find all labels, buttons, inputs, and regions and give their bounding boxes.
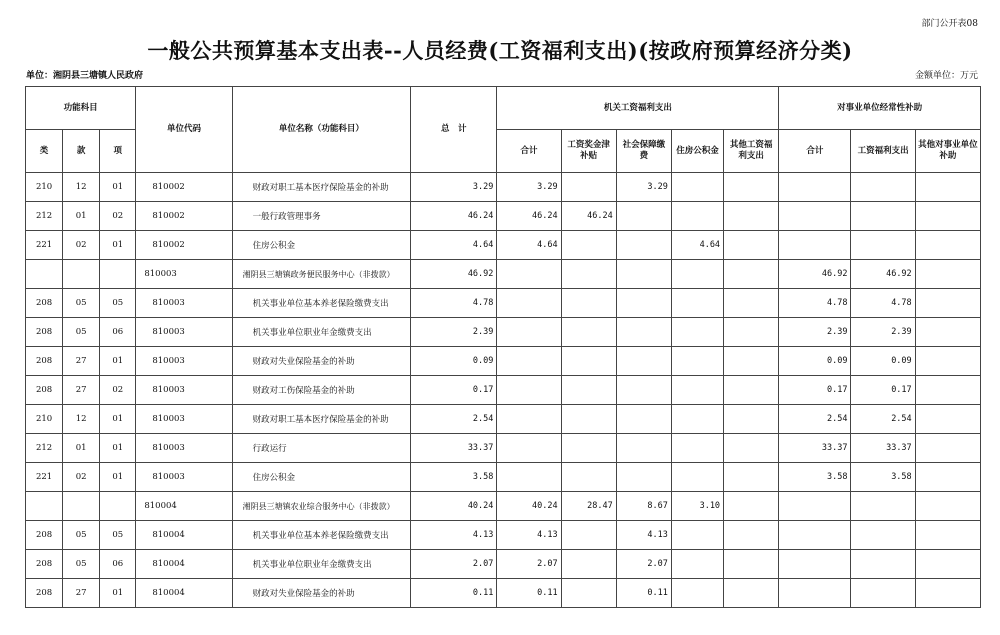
cell-org-social [616, 376, 671, 405]
unit-label: 单位：湘阴县三塘镇人民政府 [26, 71, 144, 81]
cell-sub-other [915, 434, 980, 463]
cell-org-other [724, 173, 779, 202]
header-kuan: 款 [63, 130, 100, 173]
cell-kuan [63, 492, 100, 521]
cell-sub-sum [779, 173, 851, 202]
cell-xiang: 02 [100, 376, 136, 405]
cell-org-sum: 40.24 [497, 492, 561, 521]
cell-total: 4.64 [411, 231, 497, 260]
cell-org-other [724, 260, 779, 289]
cell-kuan: 05 [63, 318, 100, 347]
cell-org-housing [671, 289, 723, 318]
cell-org-sum [497, 376, 561, 405]
cell-org-bonus [561, 434, 616, 463]
cell-xiang: 01 [100, 173, 136, 202]
cell-org-sum [497, 318, 561, 347]
cell-org-housing [671, 173, 723, 202]
cell-org-housing [671, 405, 723, 434]
cell-lei: 212 [26, 202, 63, 231]
cell-org-social [616, 405, 671, 434]
cell-lei: 208 [26, 289, 63, 318]
cell-org-other [724, 492, 779, 521]
cell-kuan: 02 [63, 231, 100, 260]
cell-org-housing [671, 434, 723, 463]
cell-sub-other [915, 492, 980, 521]
cell-org-bonus [561, 521, 616, 550]
cell-unit-name: 财政对工伤保险基金的补助 [232, 376, 411, 405]
header-sub-other: 其他对事业单位补助 [915, 130, 980, 173]
cell-sub-sum: 0.17 [779, 376, 851, 405]
header-org-housing: 住房公积金 [671, 130, 723, 173]
cell-sub-salary: 46.92 [851, 260, 915, 289]
cell-org-sum: 2.07 [497, 550, 561, 579]
cell-org-bonus [561, 289, 616, 318]
cell-org-other [724, 434, 779, 463]
cell-org-bonus [561, 347, 616, 376]
cell-org-other [724, 405, 779, 434]
cell-xiang: 01 [100, 347, 136, 376]
cell-unit-name: 财政对失业保险基金的补助 [232, 579, 411, 608]
cell-org-housing [671, 202, 723, 231]
cell-sub-other [915, 376, 980, 405]
cell-org-social: 8.67 [616, 492, 671, 521]
cell-sub-other [915, 318, 980, 347]
cell-sub-other [915, 202, 980, 231]
cell-org-other [724, 318, 779, 347]
cell-org-social [616, 231, 671, 260]
cell-unit-name: 一般行政管理事务 [232, 202, 411, 231]
cell-unit-code: 810004 [136, 579, 232, 608]
cell-org-other [724, 550, 779, 579]
cell-total: 0.11 [411, 579, 497, 608]
cell-unit-code: 810004 [136, 492, 232, 521]
cell-org-bonus [561, 231, 616, 260]
cell-org-other [724, 231, 779, 260]
cell-total: 46.24 [411, 202, 497, 231]
cell-org-other [724, 579, 779, 608]
header-org-other: 其他工资福利支出 [724, 130, 779, 173]
table-row [26, 463, 981, 492]
cell-org-other [724, 376, 779, 405]
budget-table [25, 86, 981, 608]
cell-unit-name: 财政对失业保险基金的补助 [232, 347, 411, 376]
cell-org-social: 2.07 [616, 550, 671, 579]
cell-kuan: 01 [63, 434, 100, 463]
cell-org-sum [497, 434, 561, 463]
cell-lei: 208 [26, 550, 63, 579]
cell-org-sum: 4.64 [497, 231, 561, 260]
table-row [26, 260, 981, 289]
cell-unit-code: 810003 [136, 260, 232, 289]
cell-unit-name: 湘阴县三塘镇政务便民服务中心（非拨款） [232, 260, 411, 289]
cell-sub-sum [779, 231, 851, 260]
table-row [26, 318, 981, 347]
cell-org-sum [497, 289, 561, 318]
cell-lei: 212 [26, 434, 63, 463]
cell-kuan [63, 260, 100, 289]
cell-org-bonus [561, 579, 616, 608]
page-title: 一般公共预算基本支出表--人员经费(工资福利支出)(按政府预算经济分类) [147, 38, 853, 63]
cell-lei [26, 492, 63, 521]
cell-xiang: 01 [100, 405, 136, 434]
cell-unit-name: 住房公积金 [232, 463, 411, 492]
cell-unit-code: 810002 [136, 231, 232, 260]
page-corner-label: 部门公开表08 [921, 19, 978, 29]
cell-org-sum: 46.24 [497, 202, 561, 231]
amount-unit-label: 金额单位：万元 [914, 71, 978, 81]
cell-xiang: 05 [100, 521, 136, 550]
header-org-bonus: 工资奖金津补贴 [561, 130, 616, 173]
cell-org-other [724, 202, 779, 231]
cell-org-social [616, 463, 671, 492]
cell-sub-other [915, 405, 980, 434]
cell-xiang: 01 [100, 434, 136, 463]
cell-org-bonus [561, 260, 616, 289]
cell-unit-name: 机关事业单位职业年金缴费支出 [232, 318, 411, 347]
cell-unit-code: 810003 [136, 318, 232, 347]
cell-kuan: 12 [63, 173, 100, 202]
table-row [26, 202, 981, 231]
cell-kuan: 27 [63, 579, 100, 608]
cell-sub-salary: 0.17 [851, 376, 915, 405]
cell-total: 2.54 [411, 405, 497, 434]
cell-sub-sum [779, 550, 851, 579]
cell-unit-code: 810003 [136, 463, 232, 492]
cell-sub-salary: 0.09 [851, 347, 915, 376]
cell-xiang: 01 [100, 231, 136, 260]
cell-org-other [724, 463, 779, 492]
cell-sub-sum: 46.92 [779, 260, 851, 289]
cell-sub-salary [851, 579, 915, 608]
cell-org-social [616, 289, 671, 318]
cell-unit-code: 810004 [136, 521, 232, 550]
cell-org-social [616, 318, 671, 347]
cell-org-social [616, 202, 671, 231]
cell-sub-sum [779, 579, 851, 608]
cell-kuan: 12 [63, 405, 100, 434]
table-row [26, 492, 981, 521]
cell-kuan: 01 [63, 202, 100, 231]
cell-sub-salary: 33.37 [851, 434, 915, 463]
cell-total: 0.17 [411, 376, 497, 405]
cell-kuan: 02 [63, 463, 100, 492]
cell-sub-sum: 2.54 [779, 405, 851, 434]
cell-org-bonus [561, 173, 616, 202]
cell-lei: 221 [26, 463, 63, 492]
cell-unit-name: 住房公积金 [232, 231, 411, 260]
cell-sub-other [915, 173, 980, 202]
cell-org-sum [497, 260, 561, 289]
cell-unit-name: 财政对职工基本医疗保险基金的补助 [232, 173, 411, 202]
cell-sub-salary [851, 173, 915, 202]
table-row [26, 347, 981, 376]
cell-org-social: 4.13 [616, 521, 671, 550]
cell-org-sum [497, 405, 561, 434]
cell-total: 4.13 [411, 521, 497, 550]
table-row [26, 231, 981, 260]
cell-sub-sum [779, 492, 851, 521]
cell-kuan: 27 [63, 347, 100, 376]
cell-sub-salary [851, 521, 915, 550]
cell-org-housing [671, 550, 723, 579]
cell-org-housing [671, 347, 723, 376]
cell-org-housing [671, 579, 723, 608]
cell-sub-salary [851, 492, 915, 521]
header-org-social: 社会保障缴费 [616, 130, 671, 173]
cell-total: 2.07 [411, 550, 497, 579]
cell-org-social: 3.29 [616, 173, 671, 202]
cell-sub-sum: 0.09 [779, 347, 851, 376]
cell-total: 2.39 [411, 318, 497, 347]
cell-xiang [100, 260, 136, 289]
cell-lei: 208 [26, 521, 63, 550]
cell-sub-salary [851, 550, 915, 579]
header-sub-sum: 合计 [779, 130, 851, 173]
cell-unit-name: 湘阴县三塘镇农业综合服务中心（非拨款） [232, 492, 411, 521]
cell-sub-salary [851, 231, 915, 260]
cell-total: 33.37 [411, 434, 497, 463]
cell-unit-code: 810003 [136, 376, 232, 405]
cell-xiang: 05 [100, 289, 136, 318]
cell-unit-code: 810002 [136, 202, 232, 231]
cell-lei: 208 [26, 376, 63, 405]
table-row [26, 434, 981, 463]
cell-org-sum: 3.29 [497, 173, 561, 202]
cell-unit-code: 810003 [136, 434, 232, 463]
cell-total: 3.58 [411, 463, 497, 492]
table-row [26, 521, 981, 550]
cell-sub-other [915, 463, 980, 492]
cell-xiang [100, 492, 136, 521]
header-unit-name: 单位名称（功能科目） [232, 87, 411, 173]
cell-org-other [724, 289, 779, 318]
cell-org-housing: 4.64 [671, 231, 723, 260]
table-row [26, 173, 981, 202]
header-unit-code: 单位代码 [136, 87, 232, 173]
cell-org-bonus [561, 318, 616, 347]
cell-org-housing [671, 318, 723, 347]
cell-sub-sum: 33.37 [779, 434, 851, 463]
cell-org-sum: 0.11 [497, 579, 561, 608]
cell-unit-name: 机关事业单位职业年金缴费支出 [232, 550, 411, 579]
cell-lei: 208 [26, 347, 63, 376]
table-row [26, 405, 981, 434]
header-org-sum: 合计 [497, 130, 561, 173]
cell-lei: 208 [26, 579, 63, 608]
cell-kuan: 05 [63, 550, 100, 579]
cell-sub-sum: 2.39 [779, 318, 851, 347]
cell-lei: 210 [26, 173, 63, 202]
table-row [26, 289, 981, 318]
cell-sub-other [915, 260, 980, 289]
cell-sub-salary: 4.78 [851, 289, 915, 318]
header-subsidy: 对事业单位经常性补助 [779, 87, 981, 130]
cell-lei: 208 [26, 318, 63, 347]
cell-org-sum [497, 347, 561, 376]
cell-unit-code: 810003 [136, 289, 232, 318]
cell-org-other [724, 521, 779, 550]
cell-sub-other [915, 289, 980, 318]
cell-sub-salary: 2.54 [851, 405, 915, 434]
cell-sub-other [915, 231, 980, 260]
cell-org-bonus: 46.24 [561, 202, 616, 231]
cell-xiang: 01 [100, 579, 136, 608]
cell-org-social [616, 347, 671, 376]
table-row [26, 550, 981, 579]
cell-org-housing [671, 521, 723, 550]
cell-org-housing: 3.10 [671, 492, 723, 521]
cell-total: 3.29 [411, 173, 497, 202]
cell-total: 4.78 [411, 289, 497, 318]
cell-sub-salary: 2.39 [851, 318, 915, 347]
cell-unit-code: 810003 [136, 405, 232, 434]
cell-xiang: 01 [100, 463, 136, 492]
cell-org-sum [497, 463, 561, 492]
cell-org-bonus: 28.47 [561, 492, 616, 521]
cell-xiang: 06 [100, 550, 136, 579]
cell-org-social [616, 434, 671, 463]
cell-sub-other [915, 347, 980, 376]
cell-org-bonus [561, 405, 616, 434]
cell-xiang: 02 [100, 202, 136, 231]
cell-unit-name: 行政运行 [232, 434, 411, 463]
cell-unit-code: 810003 [136, 347, 232, 376]
cell-total: 0.09 [411, 347, 497, 376]
cell-org-bonus [561, 463, 616, 492]
cell-unit-name: 财政对职工基本医疗保险基金的补助 [232, 405, 411, 434]
cell-lei: 221 [26, 231, 63, 260]
header-lei: 类 [26, 130, 63, 173]
cell-org-bonus [561, 376, 616, 405]
cell-org-housing [671, 376, 723, 405]
cell-sub-sum [779, 202, 851, 231]
cell-kuan: 27 [63, 376, 100, 405]
cell-org-social [616, 260, 671, 289]
cell-sub-sum [779, 521, 851, 550]
cell-total: 46.92 [411, 260, 497, 289]
header-func-subject: 功能科目 [26, 87, 136, 130]
cell-unit-code: 810002 [136, 173, 232, 202]
cell-sub-salary: 3.58 [851, 463, 915, 492]
cell-kuan: 05 [63, 289, 100, 318]
header-total: 总 计 [411, 87, 497, 173]
cell-sub-other [915, 550, 980, 579]
cell-lei [26, 260, 63, 289]
cell-lei: 210 [26, 405, 63, 434]
cell-org-social: 0.11 [616, 579, 671, 608]
cell-unit-name: 机关事业单位基本养老保险缴费支出 [232, 521, 411, 550]
header-org-salary: 机关工资福利支出 [497, 87, 779, 130]
cell-org-sum: 4.13 [497, 521, 561, 550]
cell-unit-code: 810004 [136, 550, 232, 579]
cell-org-bonus [561, 550, 616, 579]
header-xiang: 项 [100, 130, 136, 173]
cell-kuan: 05 [63, 521, 100, 550]
cell-org-housing [671, 260, 723, 289]
cell-sub-other [915, 579, 980, 608]
cell-sub-sum: 3.58 [779, 463, 851, 492]
cell-sub-other [915, 521, 980, 550]
cell-sub-sum: 4.78 [779, 289, 851, 318]
cell-org-housing [671, 463, 723, 492]
cell-sub-salary [851, 202, 915, 231]
table-row [26, 376, 981, 405]
cell-total: 40.24 [411, 492, 497, 521]
cell-xiang: 06 [100, 318, 136, 347]
cell-org-other [724, 347, 779, 376]
header-sub-salary: 工资福利支出 [851, 130, 915, 173]
cell-unit-name: 机关事业单位基本养老保险缴费支出 [232, 289, 411, 318]
table-row [26, 579, 981, 608]
